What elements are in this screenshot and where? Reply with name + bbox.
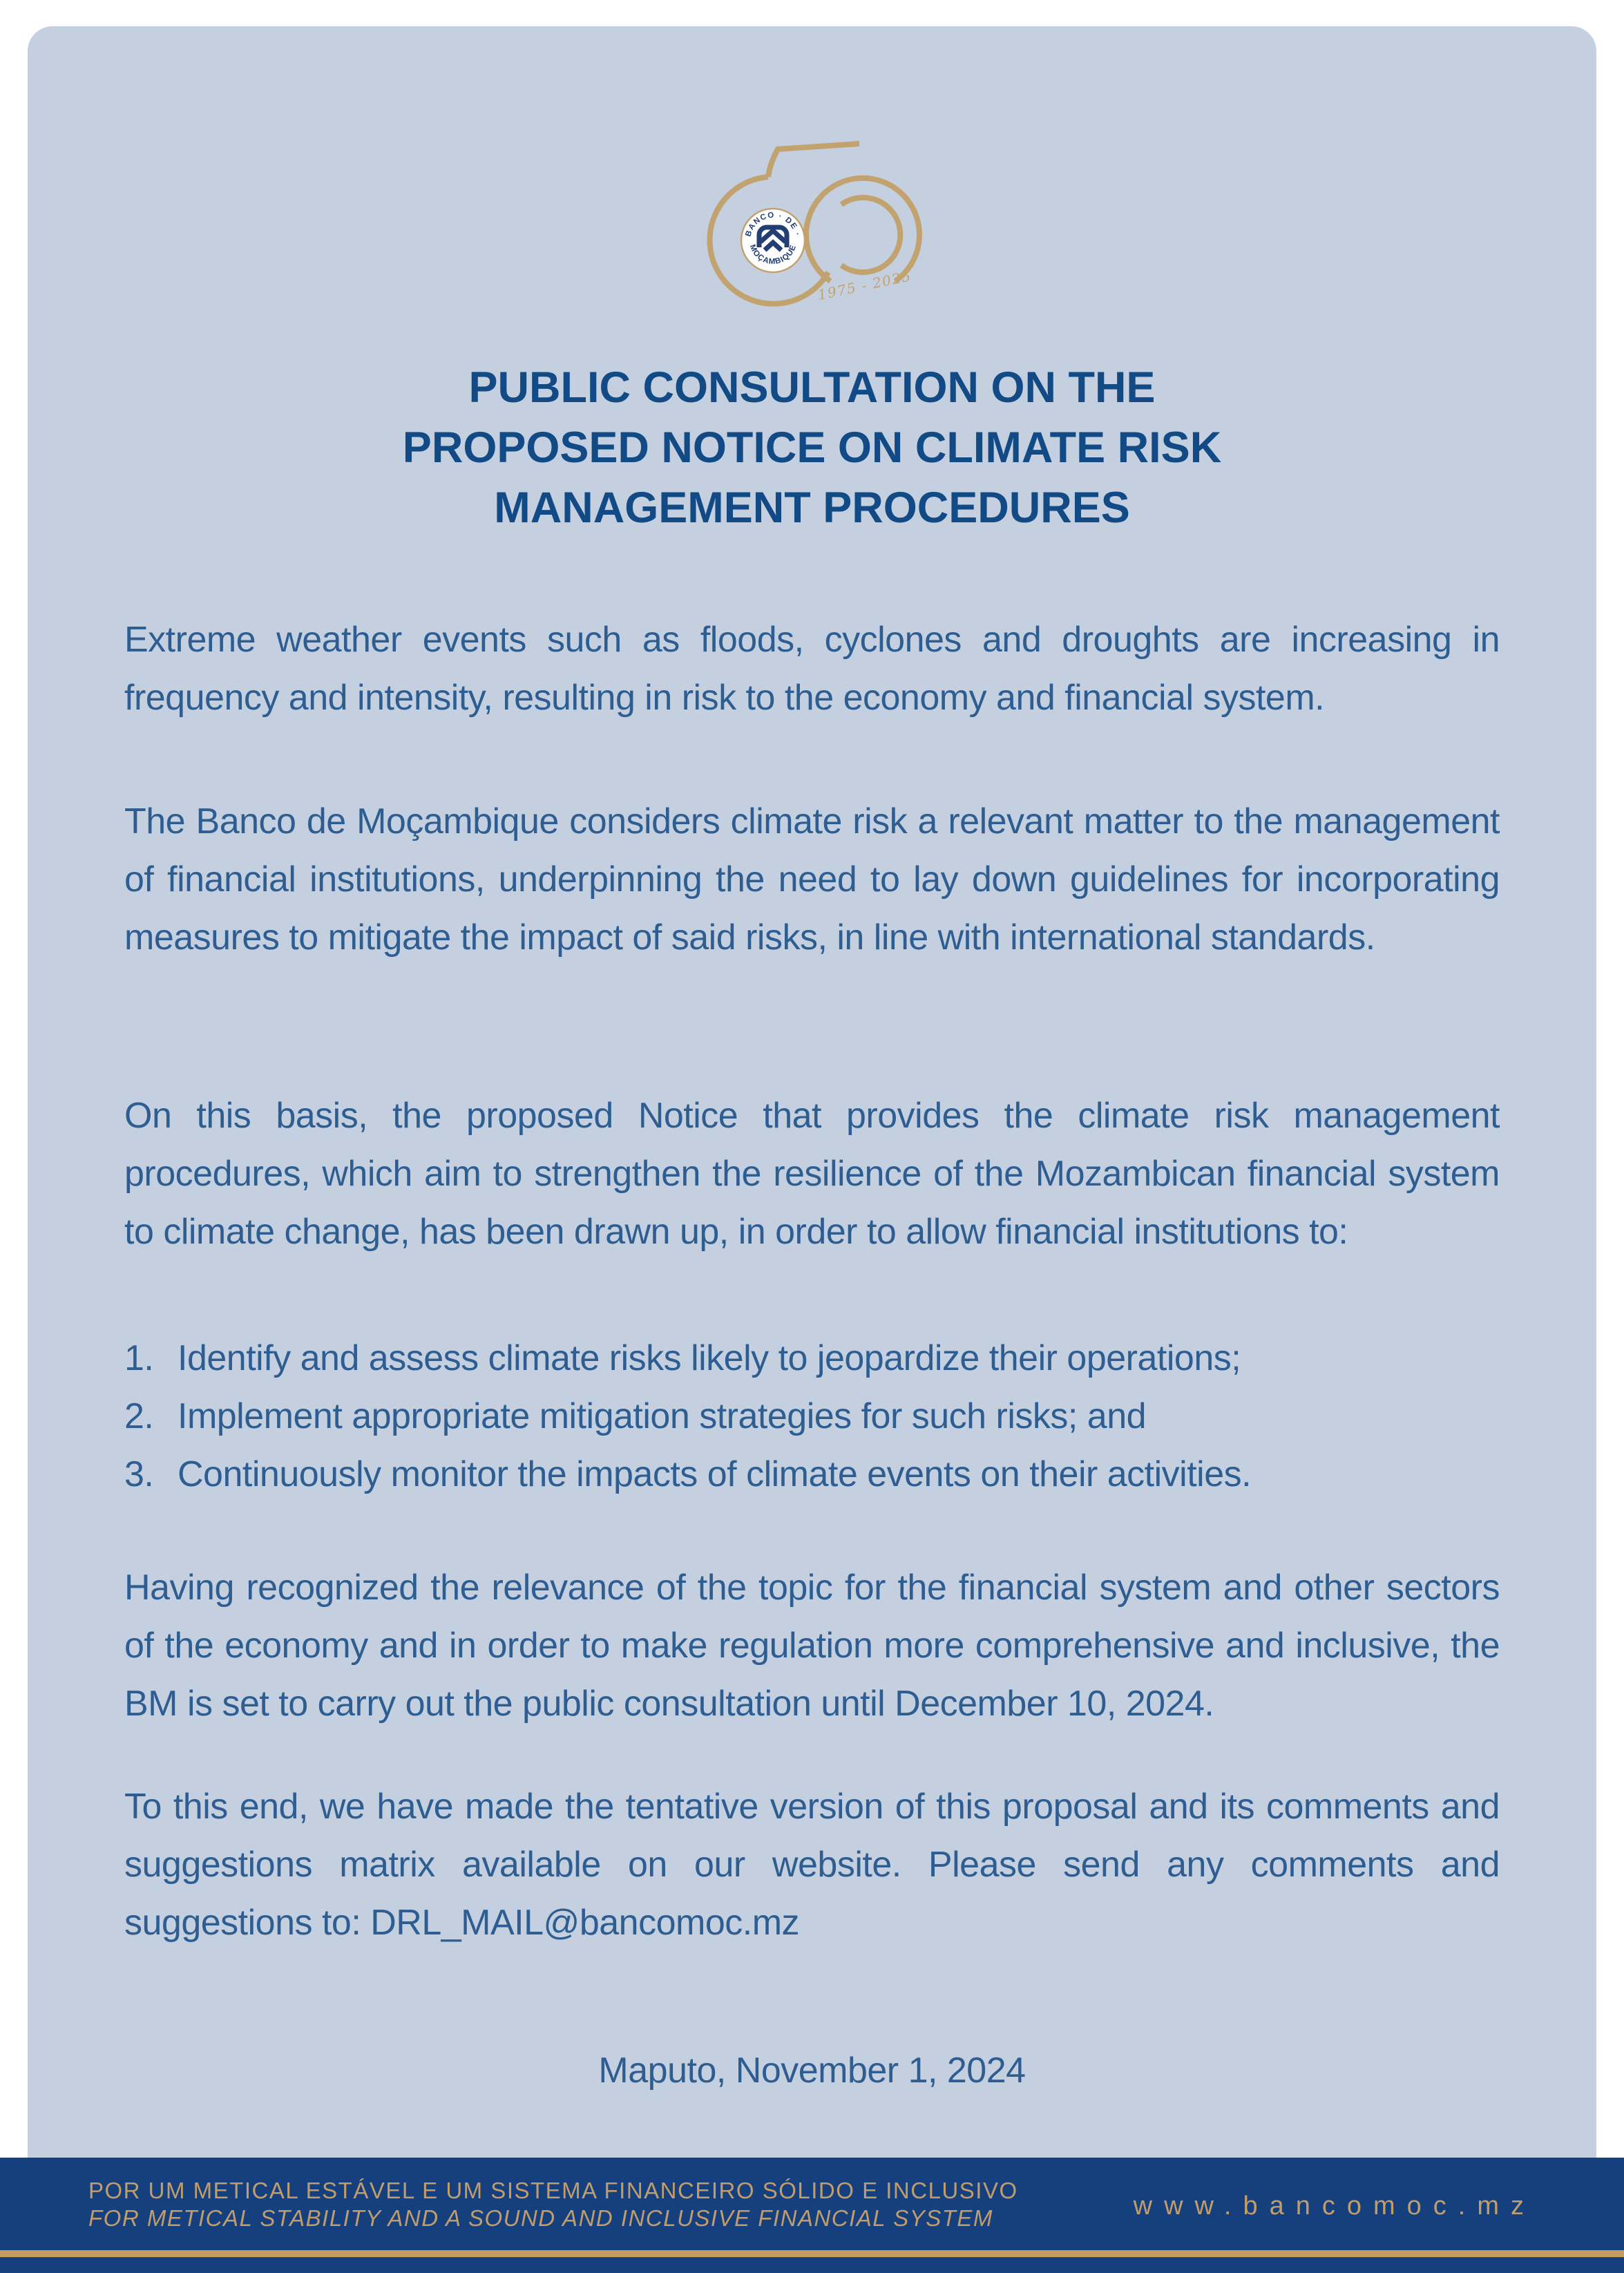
list-item-number: 3. xyxy=(124,1454,154,1494)
paragraph-weather-events: Extreme weather events such as floods, cyclones and droughts are increasing in frequency and intensity, resulting in risk to the economy and financial system. xyxy=(124,620,1500,718)
paragraph-proposed-notice: On this basis, the proposed Notice that provides the climate risk management procedures, which aim to strengthen the resilience of the Mozambican financial system to climate change, has been drawn up, in order to allow financial institutions to: xyxy=(124,1096,1500,1252)
list-item-text: Implement appropriate mitigation strategies for such risks; and xyxy=(178,1396,1147,1436)
paragraph-public-consultation: Having recognized the relevance of the topic for the financial system and other sectors of the economy and in order to make regulation more comprehensive and inclusive, the BM is set to carry out the public consultation until December 10, 2024. xyxy=(124,1568,1500,1724)
anniversary-years-text: 1975 - 2025 xyxy=(816,267,913,304)
paragraph-send-comments-text: To this end, we have made the tentative version of this proposal and its comments and suggestions matrix available on our website. Please send any comments and suggestions to: xyxy=(124,1787,1500,1943)
title-line-2: PROPOSED NOTICE ON CLIMATE RISK xyxy=(402,424,1222,472)
website-link[interactable]: www.bancomoc.mz xyxy=(1133,2191,1536,2220)
card-content xyxy=(28,26,1596,2158)
list-item-text: Continuously monitor the impacts of climate events on their activities. xyxy=(178,1454,1252,1494)
contact-email-link[interactable]: DRL_MAIL@bancomoc.mz xyxy=(370,1903,800,1943)
list-item xyxy=(124,1329,1500,1387)
bank-50th-anniversary-logo-icon xyxy=(695,26,930,318)
place-date-line: Maputo, November 1, 2024 xyxy=(598,2051,1026,2091)
footer-slogan xyxy=(88,2177,1018,2232)
paragraph-send-comments xyxy=(124,1778,1500,1952)
list-item-text: Identify and assess climate risks likely to jeopardize their operations; xyxy=(178,1338,1241,1378)
page-title xyxy=(124,358,1500,538)
logo-svg xyxy=(695,138,930,318)
footer-bar xyxy=(0,2158,1624,2273)
title-line-1: PUBLIC CONSULTATION ON THE xyxy=(468,363,1156,412)
footer-slogan-english: FOR METICAL STABILITY AND A SOUND AND INCLUSIVE FINANCIAL SYSTEM xyxy=(88,2205,993,2231)
seal-bottom-text: MOÇAMBIQUE xyxy=(747,243,798,267)
seal-top-text: BANCO · DE · xyxy=(743,211,801,238)
announcement-card xyxy=(28,26,1596,2158)
list-item xyxy=(124,1387,1500,1445)
paragraph-bank-considers: The Banco de Moçambique considers climate risk a relevant matter to the management of financial institutions, underpinning the need to lay down guidelines for incorporating measures to mitigate the impact of said risks, in line with international standards. xyxy=(124,801,1500,958)
list-item-number: 1. xyxy=(124,1338,154,1378)
list-item-number: 2. xyxy=(124,1396,154,1436)
digit-0-icon xyxy=(806,178,919,281)
footer-slogan-portuguese: POR UM METICAL ESTÁVEL E UM SISTEMA FINANCEIRO SÓLIDO E INCLUSIVO xyxy=(88,2178,1018,2203)
list-item xyxy=(124,1445,1500,1503)
bank-seal-icon xyxy=(741,209,805,272)
title-line-3: MANAGEMENT PROCEDURES xyxy=(494,484,1130,532)
objectives-list xyxy=(124,1329,1500,1503)
footer-gold-stripe xyxy=(0,2250,1624,2257)
